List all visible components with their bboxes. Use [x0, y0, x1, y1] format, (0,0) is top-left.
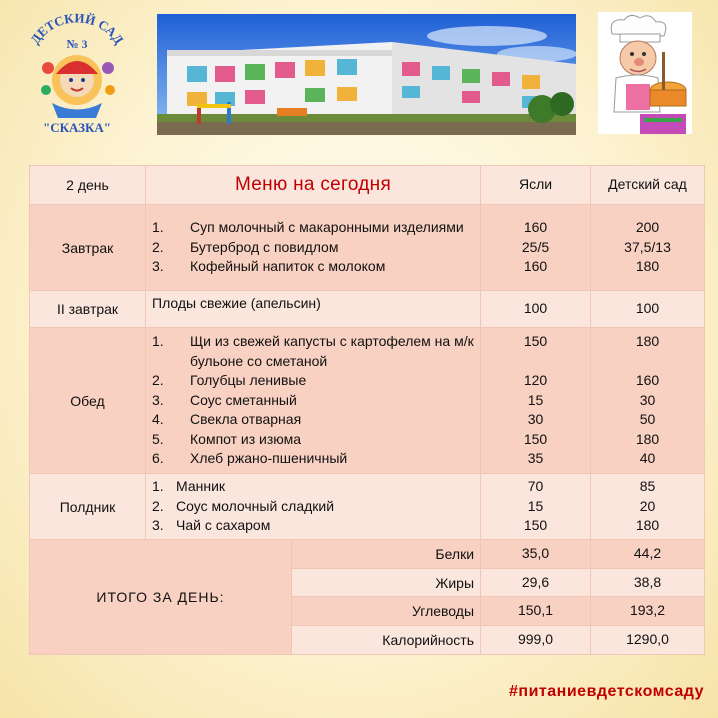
nutrient-kindergarten: 44,2: [591, 540, 705, 569]
item-text: Компот из изюма: [190, 430, 302, 447]
portion-value: 180: [635, 333, 660, 350]
list-item: [152, 410, 474, 430]
item-text: Суп молочный с макаронными изделиями: [190, 219, 464, 236]
nutrient-label: Жиры: [292, 569, 481, 597]
nutrient-label: Белки: [292, 540, 481, 569]
list-item: [152, 477, 474, 497]
item-text: Чай с сахаром: [176, 517, 271, 534]
meal-row-second-breakfast: [30, 291, 705, 328]
portion-value: 180: [635, 258, 660, 275]
item-number: 3.: [152, 258, 164, 275]
item-text: Щи из свежей капусты с картофелем на м/к бульоне со сметаной: [190, 333, 474, 369]
list-item: [152, 449, 474, 469]
totals-label: ИТОГО ЗА ДЕНЬ:: [30, 540, 292, 655]
nutrient-nursery: 35,0: [481, 540, 591, 569]
portion-value: 160: [635, 372, 660, 389]
totals-row-proteins: [30, 540, 705, 569]
hashtag: #питаниевдетскомсаду: [509, 683, 704, 700]
nursery-portions: [481, 328, 591, 474]
portion-value: 100: [591, 291, 705, 328]
portion-value: 20: [639, 497, 656, 514]
logo-number: № 3: [66, 37, 88, 51]
portion-value: 200: [635, 219, 660, 236]
kindergarten-portions: [591, 205, 705, 291]
nutrient-label: Калорийность: [292, 626, 481, 655]
page-title: Меню на сегодня: [146, 166, 481, 205]
portion-value: 37,5/13: [624, 238, 671, 255]
item-text: Бутерброд с повидлом: [190, 238, 339, 255]
menu-table: [29, 165, 705, 655]
portion-value: 40: [639, 450, 656, 467]
meal-row-breakfast: [30, 205, 705, 291]
portion-value: 160: [523, 219, 548, 236]
nursery-portions: [481, 205, 591, 291]
meal-name: Полдник: [30, 474, 146, 540]
item-number: 2.: [152, 497, 164, 514]
meal-row-afternoon-snack: [30, 474, 705, 540]
item-number: 4.: [152, 411, 164, 428]
item-number: 2.: [152, 372, 164, 389]
portion-value: 150: [523, 517, 548, 534]
item-number: 6.: [152, 450, 164, 467]
meal-name: Завтрак: [30, 205, 146, 291]
portion-value: 160: [523, 258, 548, 275]
portion-value: 50: [639, 411, 656, 428]
item-number: 3.: [152, 391, 164, 408]
nutrient-kindergarten: 38,8: [591, 569, 705, 597]
portion-value: 120: [523, 372, 548, 389]
item-number: 3.: [152, 517, 164, 534]
portion-value: 15: [527, 497, 544, 514]
meal-item-text: Плоды свежие (апельсин): [146, 291, 481, 328]
meal-row-lunch: [30, 328, 705, 474]
portion-value: 85: [639, 478, 656, 495]
portion-value: 30: [639, 391, 656, 408]
nutrient-nursery: 29,6: [481, 569, 591, 597]
portion-value: 30: [527, 411, 544, 428]
logo-name: "СКАЗКА": [43, 120, 111, 135]
item-number: 1.: [152, 219, 164, 236]
logo-top-text: ДЕТСКИЙ САД: [27, 10, 127, 47]
meal-name: II завтрак: [30, 291, 146, 328]
item-number: 1.: [152, 333, 164, 350]
column-header-kindergarten: Детский сад: [591, 166, 705, 205]
column-header-nursery: Ясли: [481, 166, 591, 205]
list-item: [152, 430, 474, 450]
meal-items: [146, 474, 481, 540]
item-text: Соус молочный сладкий: [176, 497, 335, 514]
nutrient-label: Углеводы: [292, 597, 481, 626]
portion-value: 70: [527, 478, 544, 495]
nursery-portions: [481, 474, 591, 540]
portion-value: 35: [527, 450, 544, 467]
portion-value: 180: [635, 517, 660, 534]
item-number: 1.: [152, 478, 164, 495]
item-text: Кофейный напиток с молоком: [190, 258, 386, 275]
item-text: Соус сметанный: [190, 391, 297, 408]
item-text: Голубцы ленивые: [190, 372, 307, 389]
item-text: Хлеб ржано-пшеничный: [190, 450, 348, 467]
item-number: 5.: [152, 430, 164, 447]
portion-value: 25/5: [521, 238, 550, 255]
kindergarten-portions: [591, 328, 705, 474]
kindergarten-portions: [591, 474, 705, 540]
portion-value: 15: [527, 391, 544, 408]
day-label: 2 день: [30, 166, 146, 205]
portion-value: 100: [481, 291, 591, 328]
item-text: Манник: [176, 478, 226, 495]
portion-value: 150: [523, 333, 548, 350]
meal-items: [146, 328, 481, 474]
nutrient-nursery: 150,1: [481, 597, 591, 626]
chef-cartoon-image: [598, 12, 692, 134]
portion-value: 180: [635, 430, 660, 447]
nutrient-nursery: 999,0: [481, 626, 591, 655]
nutrient-kindergarten: 1290,0: [591, 626, 705, 655]
list-item: [152, 238, 474, 258]
list-item: [152, 218, 474, 238]
list-item: [152, 371, 474, 391]
list-item: [152, 497, 474, 517]
kindergarten-building-photo: [157, 14, 576, 135]
header-row: [30, 166, 705, 205]
kindergarten-logo: [22, 8, 132, 136]
list-item: [152, 332, 474, 371]
item-text: Свекла отварная: [190, 411, 302, 428]
meal-items: [146, 205, 481, 291]
nutrient-kindergarten: 193,2: [591, 597, 705, 626]
meal-name: Обед: [30, 328, 146, 474]
portion-value: 150: [523, 430, 548, 447]
list-item: [152, 257, 474, 277]
list-item: [152, 391, 474, 411]
item-number: 2.: [152, 238, 164, 255]
list-item: [152, 516, 474, 536]
